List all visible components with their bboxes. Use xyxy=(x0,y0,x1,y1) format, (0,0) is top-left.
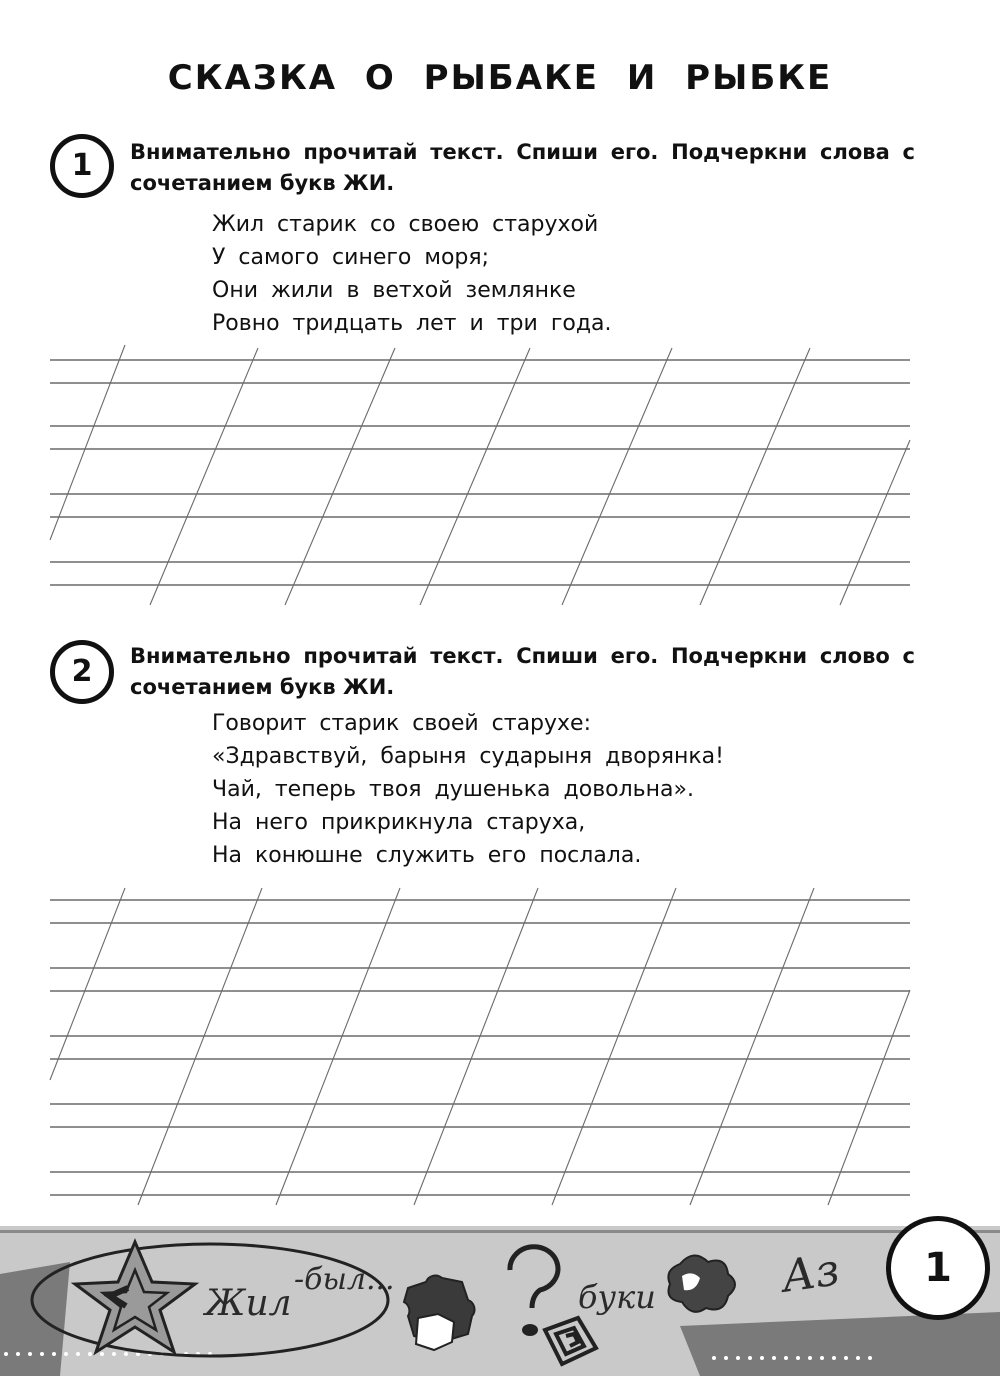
task-1-poem xyxy=(212,208,612,340)
poem-line: «Здравствуй, барыня сударыня дворянка! xyxy=(212,744,724,769)
poem-line: Жил старик со своею старухой xyxy=(212,212,599,237)
poem-line: Они жили в ветхой землянке xyxy=(212,278,576,303)
poem-line: На него прикрикнула старуха, xyxy=(212,810,586,835)
poem-line: На конюшне служить его послала. xyxy=(212,843,642,868)
footer-script-zhil: Жил xyxy=(205,1283,292,1324)
writing-lines-task-2[interactable] xyxy=(0,880,1000,1210)
task-2-instruction: Внимательно прочитай текст. Спиши его. Подчеркни слово с сочетанием букв ЖИ. xyxy=(130,644,915,699)
page-number: 1 xyxy=(886,1216,990,1320)
task-2-number: 2 xyxy=(50,640,114,704)
poem-line: У самого синего моря; xyxy=(212,245,490,270)
writing-lines-task-1[interactable] xyxy=(0,340,1000,610)
task-1-number: 1 xyxy=(50,134,114,198)
poem-line: Говорит старик своей старухе: xyxy=(212,711,592,736)
poem-line: Ровно тридцать лет и три года. xyxy=(212,311,612,336)
footer-script-az: Аз xyxy=(778,1244,843,1303)
footer-decoration xyxy=(0,1226,1000,1376)
task-2-poem xyxy=(212,707,724,872)
footer-script-buki: буки xyxy=(578,1278,656,1316)
page-title: СКАЗКА О РЫБАКЕ И РЫБКЕ xyxy=(167,58,833,98)
poem-line: Чай, теперь твоя душенька довольна». xyxy=(212,777,694,802)
task-1-instruction: Внимательно прочитай текст. Спиши его. Подчеркни слова с сочетанием букв ЖИ. xyxy=(130,140,915,195)
footer-script-byl: -был... xyxy=(294,1262,395,1297)
